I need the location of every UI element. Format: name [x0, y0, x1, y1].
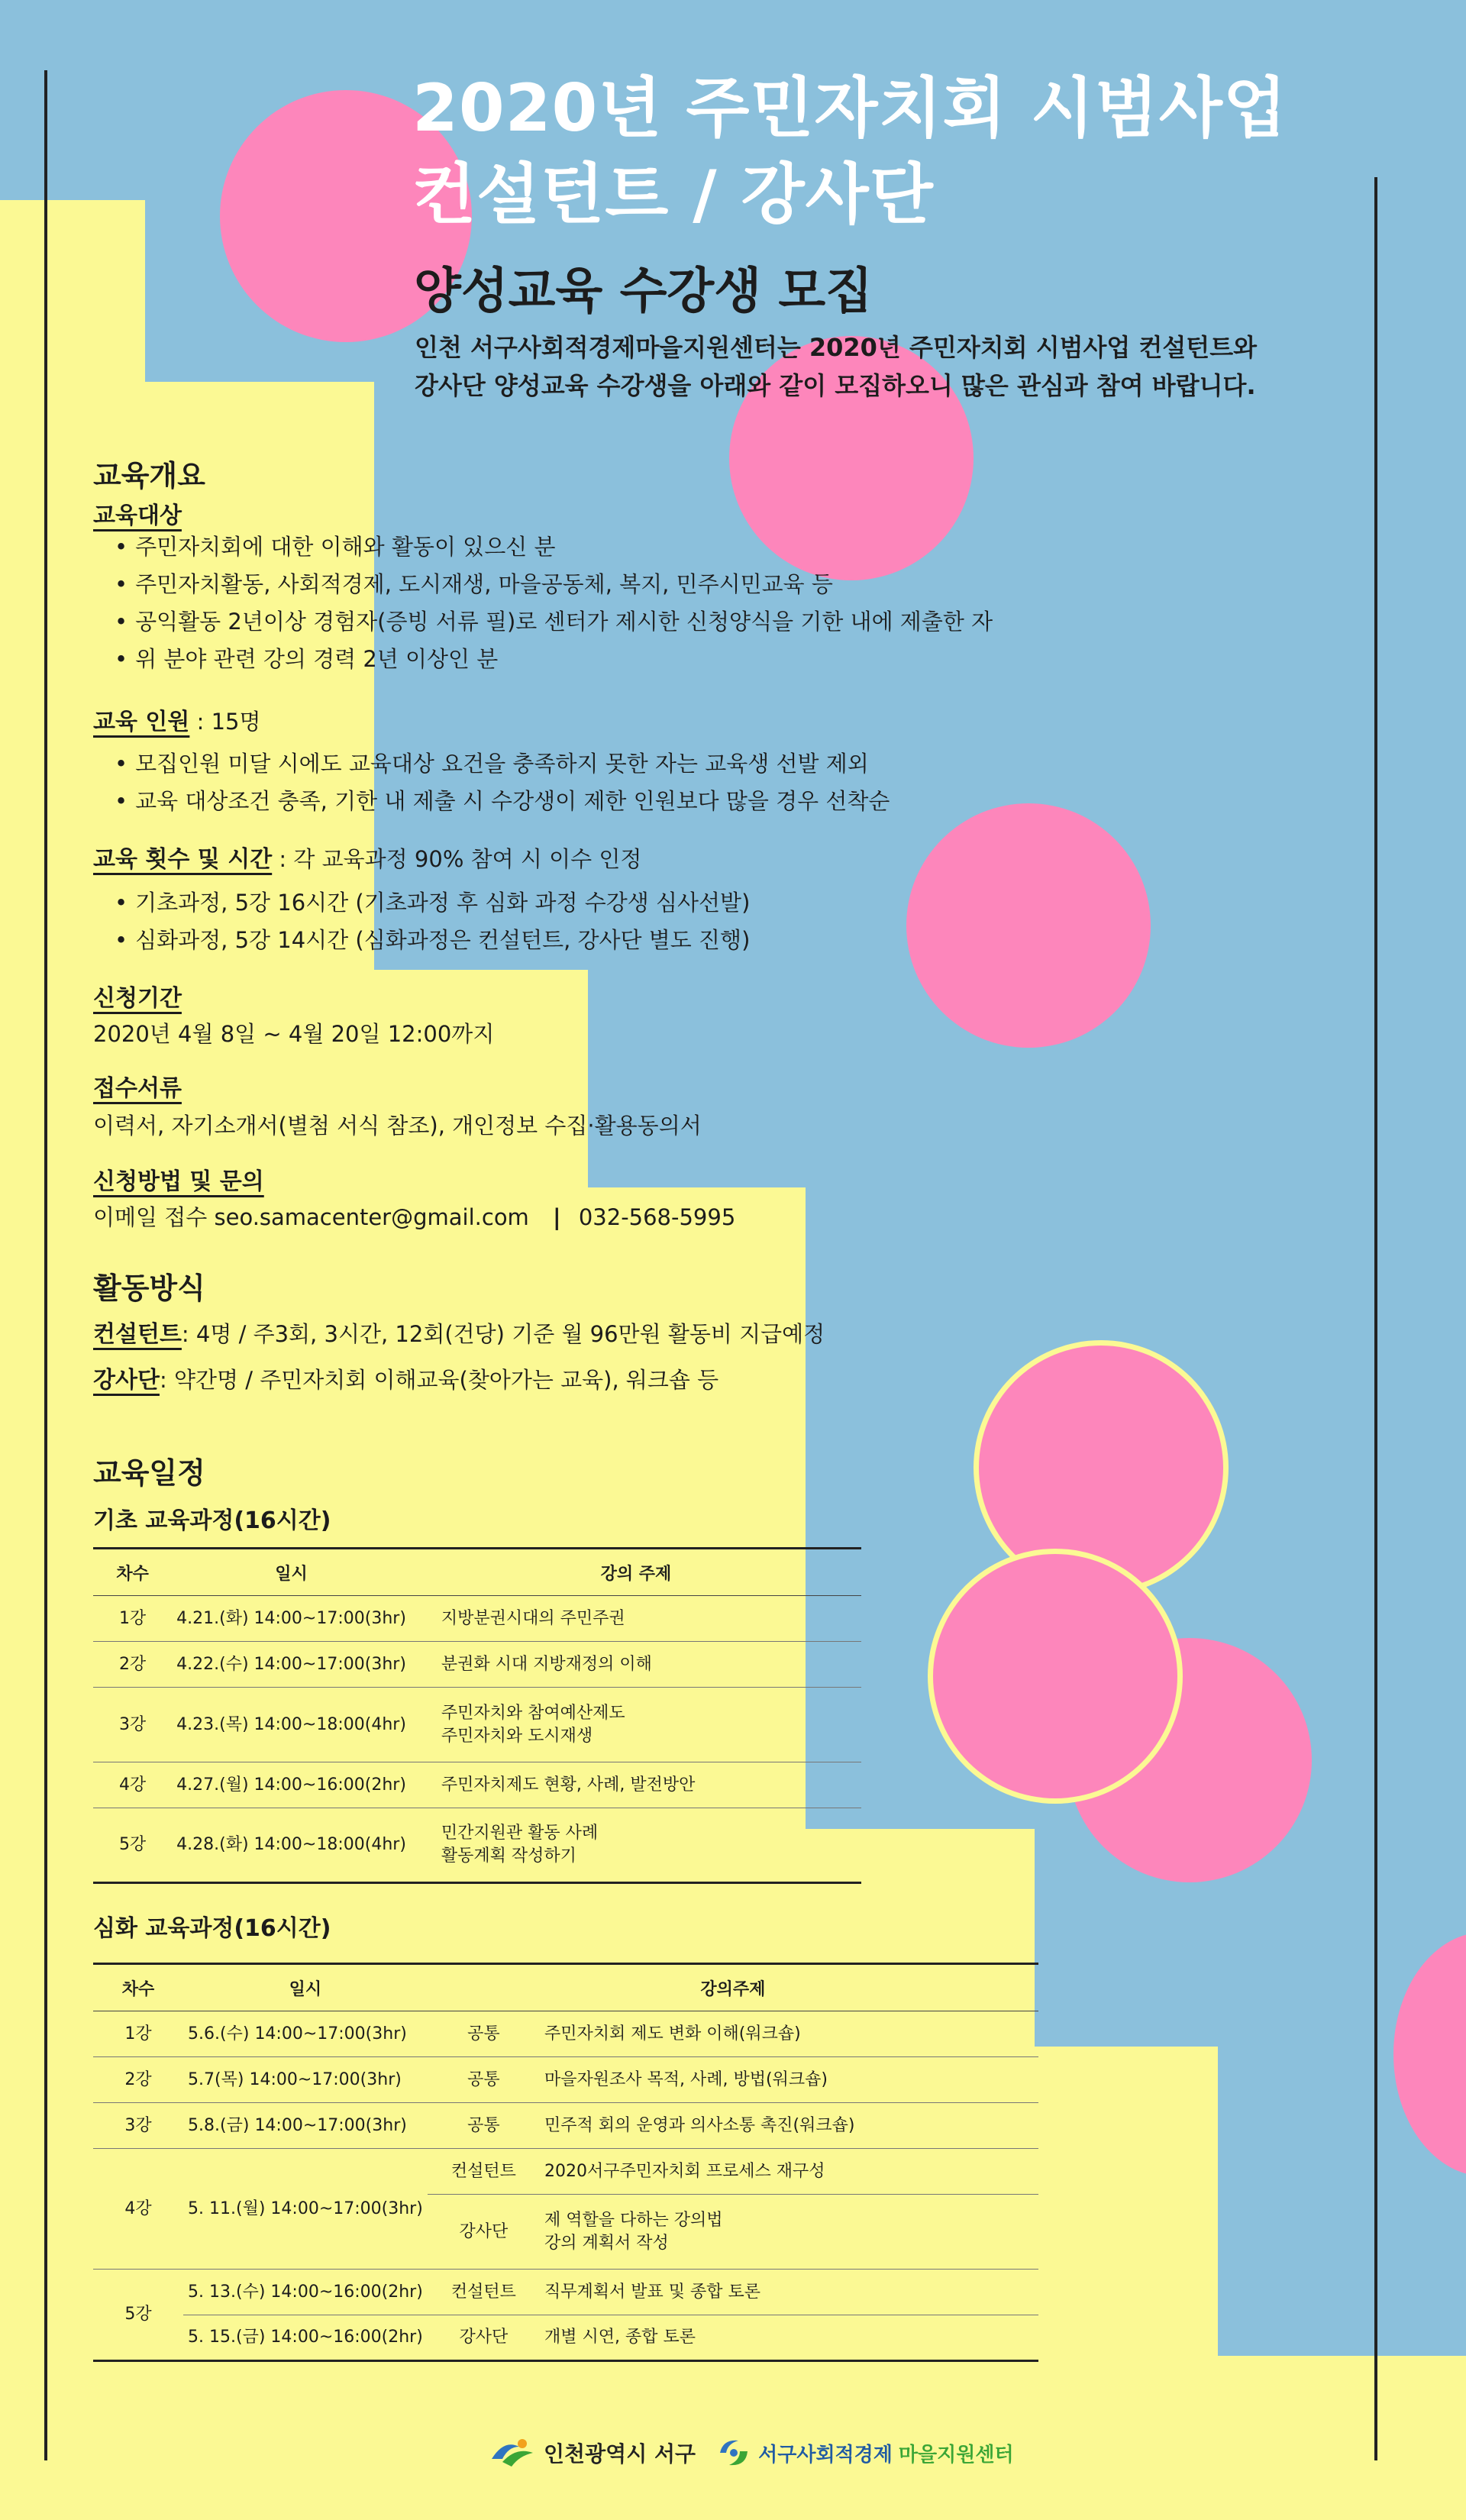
basic-schedule-table — [93, 1547, 861, 1884]
row-date: 5. 13.(수) 14:00~16:00(2hr) — [183, 2270, 428, 2315]
schedule-heading: 교육일정 — [93, 1456, 205, 1490]
row-date: 5. 11.(월) 14:00~17:00(3hr) — [183, 2149, 428, 2270]
row-date: 4.23.(목) 14:00~18:00(4hr) — [172, 1688, 411, 1762]
row-date: 4.22.(수) 14:00~17:00(3hr) — [172, 1642, 411, 1688]
list-item: • 주민자치회에 대한 이해와 활동이 있으신 분 — [115, 528, 993, 566]
seogu-logo-icon — [489, 2436, 536, 2470]
target-list — [115, 528, 993, 678]
table-row — [93, 1762, 861, 1808]
list-item: • 위 분야 관련 강의 경력 2년 이상인 분 — [115, 641, 993, 678]
lecturer-label: 강사단 — [93, 1367, 160, 1394]
row-topic — [411, 1762, 861, 1808]
col-header-no: 차수 — [93, 1964, 183, 2011]
topic-line: 제 역할을 다하는 강의법 — [544, 2210, 723, 2230]
row-topic — [411, 1596, 861, 1642]
consultant-label: 컨설턴트 — [93, 1321, 182, 1348]
intro-text — [415, 328, 1257, 405]
pink-circle-5 — [979, 1346, 1223, 1590]
col-header-topic: 강의 주제 — [411, 1549, 861, 1596]
row-date: 5.8.(금) 14:00~17:00(3hr) — [183, 2103, 428, 2149]
row-no: 2강 — [93, 1642, 172, 1688]
table-row — [93, 2011, 1038, 2057]
count-heading: 교육 인원 — [93, 709, 190, 735]
row-no: 4강 — [93, 1762, 172, 1808]
topic-line: 민주적 회의 운영과 의사소통 촉진(워크숍) — [544, 2115, 855, 2135]
row-no: 2강 — [93, 2057, 183, 2103]
row-no: 3강 — [93, 1688, 172, 1762]
table-row — [93, 1596, 861, 1642]
col-header-topic: 강의주제 — [428, 1964, 1038, 2011]
page-subtitle: 양성교육 수강생 모집 — [414, 263, 873, 320]
row-topic — [411, 1642, 861, 1688]
row-date: 5.7(목) 14:00~17:00(3hr) — [183, 2057, 428, 2103]
row-topic — [540, 2270, 1038, 2315]
row-topic — [411, 1808, 861, 1883]
list-item: • 교육 대상조건 충족, 기한 내 제출 시 수강생이 제한 인원보다 많을 경우 선착순 — [115, 783, 890, 820]
topic-line: 강의 계획서 작성 — [544, 2233, 669, 2253]
list-item: • 기초과정, 5강 16시간 (기초과정 후 심화 과정 수강생 심사선발) — [115, 884, 750, 922]
topic-line: 분권화 시대 지방재정의 이해 — [441, 1654, 652, 1674]
activity-heading: 활동방식 — [93, 1271, 205, 1305]
list-item: • 주민자치활동, 사회적경제, 도시재생, 마을공동체, 복지, 민주시민교육 등 — [115, 566, 993, 603]
center-logo — [715, 2436, 1014, 2470]
topic-line: 직무계획서 발표 및 종합 토론 — [544, 2282, 761, 2302]
pink-circle-3 — [906, 803, 1151, 1048]
left-border-line — [44, 70, 47, 2460]
row-no: 1강 — [93, 2011, 183, 2057]
row-topic — [540, 2195, 1038, 2270]
count-list — [115, 745, 890, 820]
list-item: • 공익활동 2년이상 경험자(증빙 서류 필)로 센터가 제시한 신청양식을 기한 내에 제출한 자 — [115, 603, 993, 641]
hours-list — [115, 884, 750, 959]
row-date: 4.27.(월) 14:00~16:00(2hr) — [172, 1762, 411, 1808]
row-type: 강사단 — [428, 2315, 540, 2361]
table-row — [93, 1808, 861, 1883]
row-date: 5.6.(수) 14:00~17:00(3hr) — [183, 2011, 428, 2057]
consultant-line — [93, 1315, 825, 1349]
topic-line: 주민자치제도 현황, 사례, 발전방안 — [441, 1775, 696, 1795]
target-heading: 교육대상 — [93, 502, 182, 529]
count-value: : 15명 — [189, 709, 261, 735]
apply-heading: 신청방법 및 문의 — [93, 1168, 264, 1195]
row-date: 5. 15.(금) 14:00~16:00(2hr) — [183, 2315, 428, 2361]
topic-line: 주민자치회 제도 변화 이해(워크숍) — [544, 2024, 801, 2043]
list-item: • 심화과정, 5강 14시간 (심화과정은 컨설턴트, 강사단 별도 진행) — [115, 922, 750, 959]
seogu-logo — [489, 2436, 696, 2470]
lecturer-line — [93, 1361, 718, 1394]
table-row — [93, 1688, 861, 1762]
seogu-logo-text: 인천광역시 서구 — [544, 2441, 696, 2467]
center-logo-icon — [715, 2436, 752, 2470]
lecturer-value: : 약간명 / 주민자치회 이해교육(찾아가는 교육), 워크숍 등 — [159, 1367, 719, 1393]
apply-phone: 032-568-5995 — [578, 1204, 736, 1230]
hours-heading: 교육 횟수 및 시간 — [93, 846, 273, 873]
list-item: • 모집인원 미달 시에도 교육대상 요건을 충족하지 못한 자는 교육생 선발 제외 — [115, 745, 890, 783]
overview-heading: 교육개요 — [93, 459, 205, 493]
topic-line: 주민자치와 도시재생 — [441, 1726, 593, 1746]
count-line — [93, 703, 261, 736]
consultant-value: : 4명 / 주3회, 3시간, 12회(건당) 기준 월 96만원 활동비 지급예정 — [181, 1321, 825, 1347]
col-header-no: 차수 — [93, 1549, 172, 1596]
hours-value: : 각 교육과정 90% 참여 시 이수 인정 — [272, 846, 642, 872]
row-date: 4.28.(화) 14:00~18:00(4hr) — [172, 1808, 411, 1883]
row-no: 5강 — [93, 2270, 183, 2361]
period-heading: 신청기간 — [93, 985, 182, 1012]
col-header-date: 일시 — [172, 1549, 411, 1596]
basic-course-title: 기초 교육과정(16시간) — [93, 1507, 331, 1534]
pink-circle-6 — [933, 1554, 1177, 1798]
table-row — [93, 1642, 861, 1688]
page-title-line2: 컨설턴트 / 강사단 — [412, 157, 934, 233]
row-type: 공통 — [428, 2011, 540, 2057]
row-no: 3강 — [93, 2103, 183, 2149]
page-title-line1: 2020년 주민자치회 시범사업 — [412, 70, 1287, 147]
table-row — [93, 2057, 1038, 2103]
row-topic — [540, 2103, 1038, 2149]
row-topic — [540, 2149, 1038, 2195]
intro-line-2: 강사단 양성교육 수강생을 아래와 같이 모집하오니 많은 관심과 참여 바랍니다. — [415, 371, 1256, 400]
apply-separator: | — [553, 1204, 561, 1230]
docs-value: 이력서, 자기소개서(별첨 서식 참조), 개인정보 수집·활용동의서 — [93, 1113, 702, 1139]
row-type: 컨설턴트 — [428, 2270, 540, 2315]
period-value: 2020년 4월 8일 ~ 4월 20일 12:00까지 — [93, 1021, 495, 1047]
topic-line: 활동계획 작성하기 — [441, 1846, 576, 1866]
topic-line: 지방분권시대의 주민주권 — [441, 1608, 625, 1628]
row-no: 5강 — [93, 1808, 172, 1883]
row-type: 공통 — [428, 2103, 540, 2149]
footer-logos — [489, 2436, 1014, 2470]
topic-line: 2020서구주민자치회 프로세스 재구성 — [544, 2161, 825, 2181]
table-row — [93, 2270, 1038, 2315]
center-logo-text-a: 서구사회적경제 — [758, 2443, 893, 2467]
topic-line: 개별 시연, 종합 토론 — [544, 2328, 696, 2347]
topic-line: 민간지원관 활동 사례 — [441, 1824, 599, 1843]
col-header-date: 일시 — [183, 1964, 428, 2011]
table-row — [93, 2315, 1038, 2361]
docs-heading: 접수서류 — [93, 1075, 182, 1102]
topic-line: 마을자원조사 목적, 사례, 방법(워크숍) — [544, 2069, 828, 2089]
right-border-line — [1374, 177, 1377, 2460]
row-topic — [540, 2011, 1038, 2057]
row-topic — [540, 2057, 1038, 2103]
row-topic — [411, 1688, 861, 1762]
row-no: 4강 — [93, 2149, 183, 2270]
apply-email: 이메일 접수 seo.samacenter@gmail.com — [93, 1204, 529, 1230]
row-no: 1강 — [93, 1596, 172, 1642]
row-type: 강사단 — [428, 2195, 540, 2270]
row-type: 공통 — [428, 2057, 540, 2103]
topic-line: 주민자치와 참여예산제도 — [441, 1703, 625, 1723]
center-logo-text-b: 마을지원센터 — [898, 2443, 1014, 2467]
hours-line — [93, 840, 641, 874]
row-type: 컨설턴트 — [428, 2149, 540, 2195]
row-date: 4.21.(화) 14:00~17:00(3hr) — [172, 1596, 411, 1642]
row-topic — [540, 2315, 1038, 2361]
apply-line — [93, 1200, 735, 1232]
advanced-schedule-table — [93, 1963, 1038, 2362]
table-row — [93, 2149, 1038, 2195]
advanced-course-title: 심화 교육과정(16시간) — [93, 1915, 331, 1942]
intro-line-1: 인천 서구사회적경제마을지원센터는 2020년 주민자치회 시범사업 컨설턴트와 — [415, 333, 1258, 362]
table-row — [93, 2103, 1038, 2149]
